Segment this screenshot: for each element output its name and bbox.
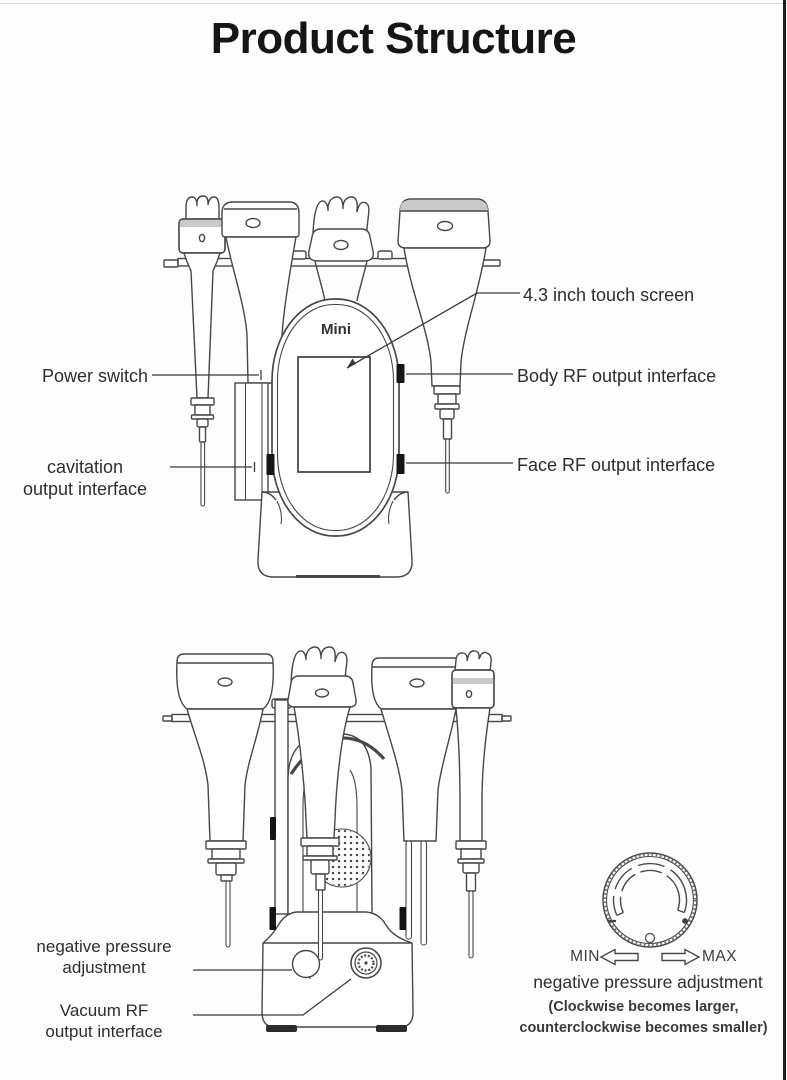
base-foot [376,1025,407,1032]
touch-screen-label: 4.3 inch touch screen [523,285,695,305]
side-connector-bar [400,907,407,930]
knob-note-line1: (Clockwise becomes larger, [548,999,739,1015]
side-connector-bar [270,907,277,930]
face-rf-connector [397,454,405,474]
vacuum-rf-label-line1: Vacuum RF [59,1001,149,1020]
max-label: MAX [702,948,738,965]
ridged-probe-front [309,197,374,301]
negative-pressure-label-line1: negative pressure [36,937,172,956]
negative-pressure-label-line2: adjustment [62,958,146,977]
large-probe-front-right [398,199,490,493]
max-mark [682,918,688,924]
body-rf-connector [397,364,405,383]
page-title: Product Structure [210,14,577,63]
base-foot [266,1025,297,1032]
large-probe-back-left [177,654,274,947]
max-arrow-icon [662,950,699,965]
cavitation-label-line2: output interface [22,479,148,499]
knob-note-line2: counterclockwise becomes smaller) [519,1020,768,1036]
face-rf-label: Face RF output interface [517,455,716,475]
vacuum-rf-port [351,948,381,978]
small-probe-front [179,196,225,506]
min-arrow-icon [601,950,638,965]
small-probe-back [452,651,494,958]
cavitation-label [0,456,170,500]
min-label: MIN [570,948,600,965]
device-model-label: Mini [321,321,351,338]
knob-detail-diagram [601,853,699,965]
device-base-back [262,912,413,1032]
power-switch-label: Power switch [41,366,148,386]
vacuum-rf-label-line2: output interface [45,1022,163,1041]
cavitation-connector [267,454,275,475]
side-connector-bar [270,817,276,840]
negative-pressure-label [18,936,190,978]
back-view-diagram [163,647,511,1032]
knob-note [500,997,787,1039]
knob-caption: negative pressure adjustment [533,972,763,992]
large-probe-back-right [372,658,462,841]
vacuum-rf-label [18,1000,190,1042]
front-view-diagram [152,196,520,577]
body-rf-label: Body RF output interface [517,366,717,386]
cavitation-label-line1: cavitation [46,457,124,477]
touch-screen [298,357,370,472]
